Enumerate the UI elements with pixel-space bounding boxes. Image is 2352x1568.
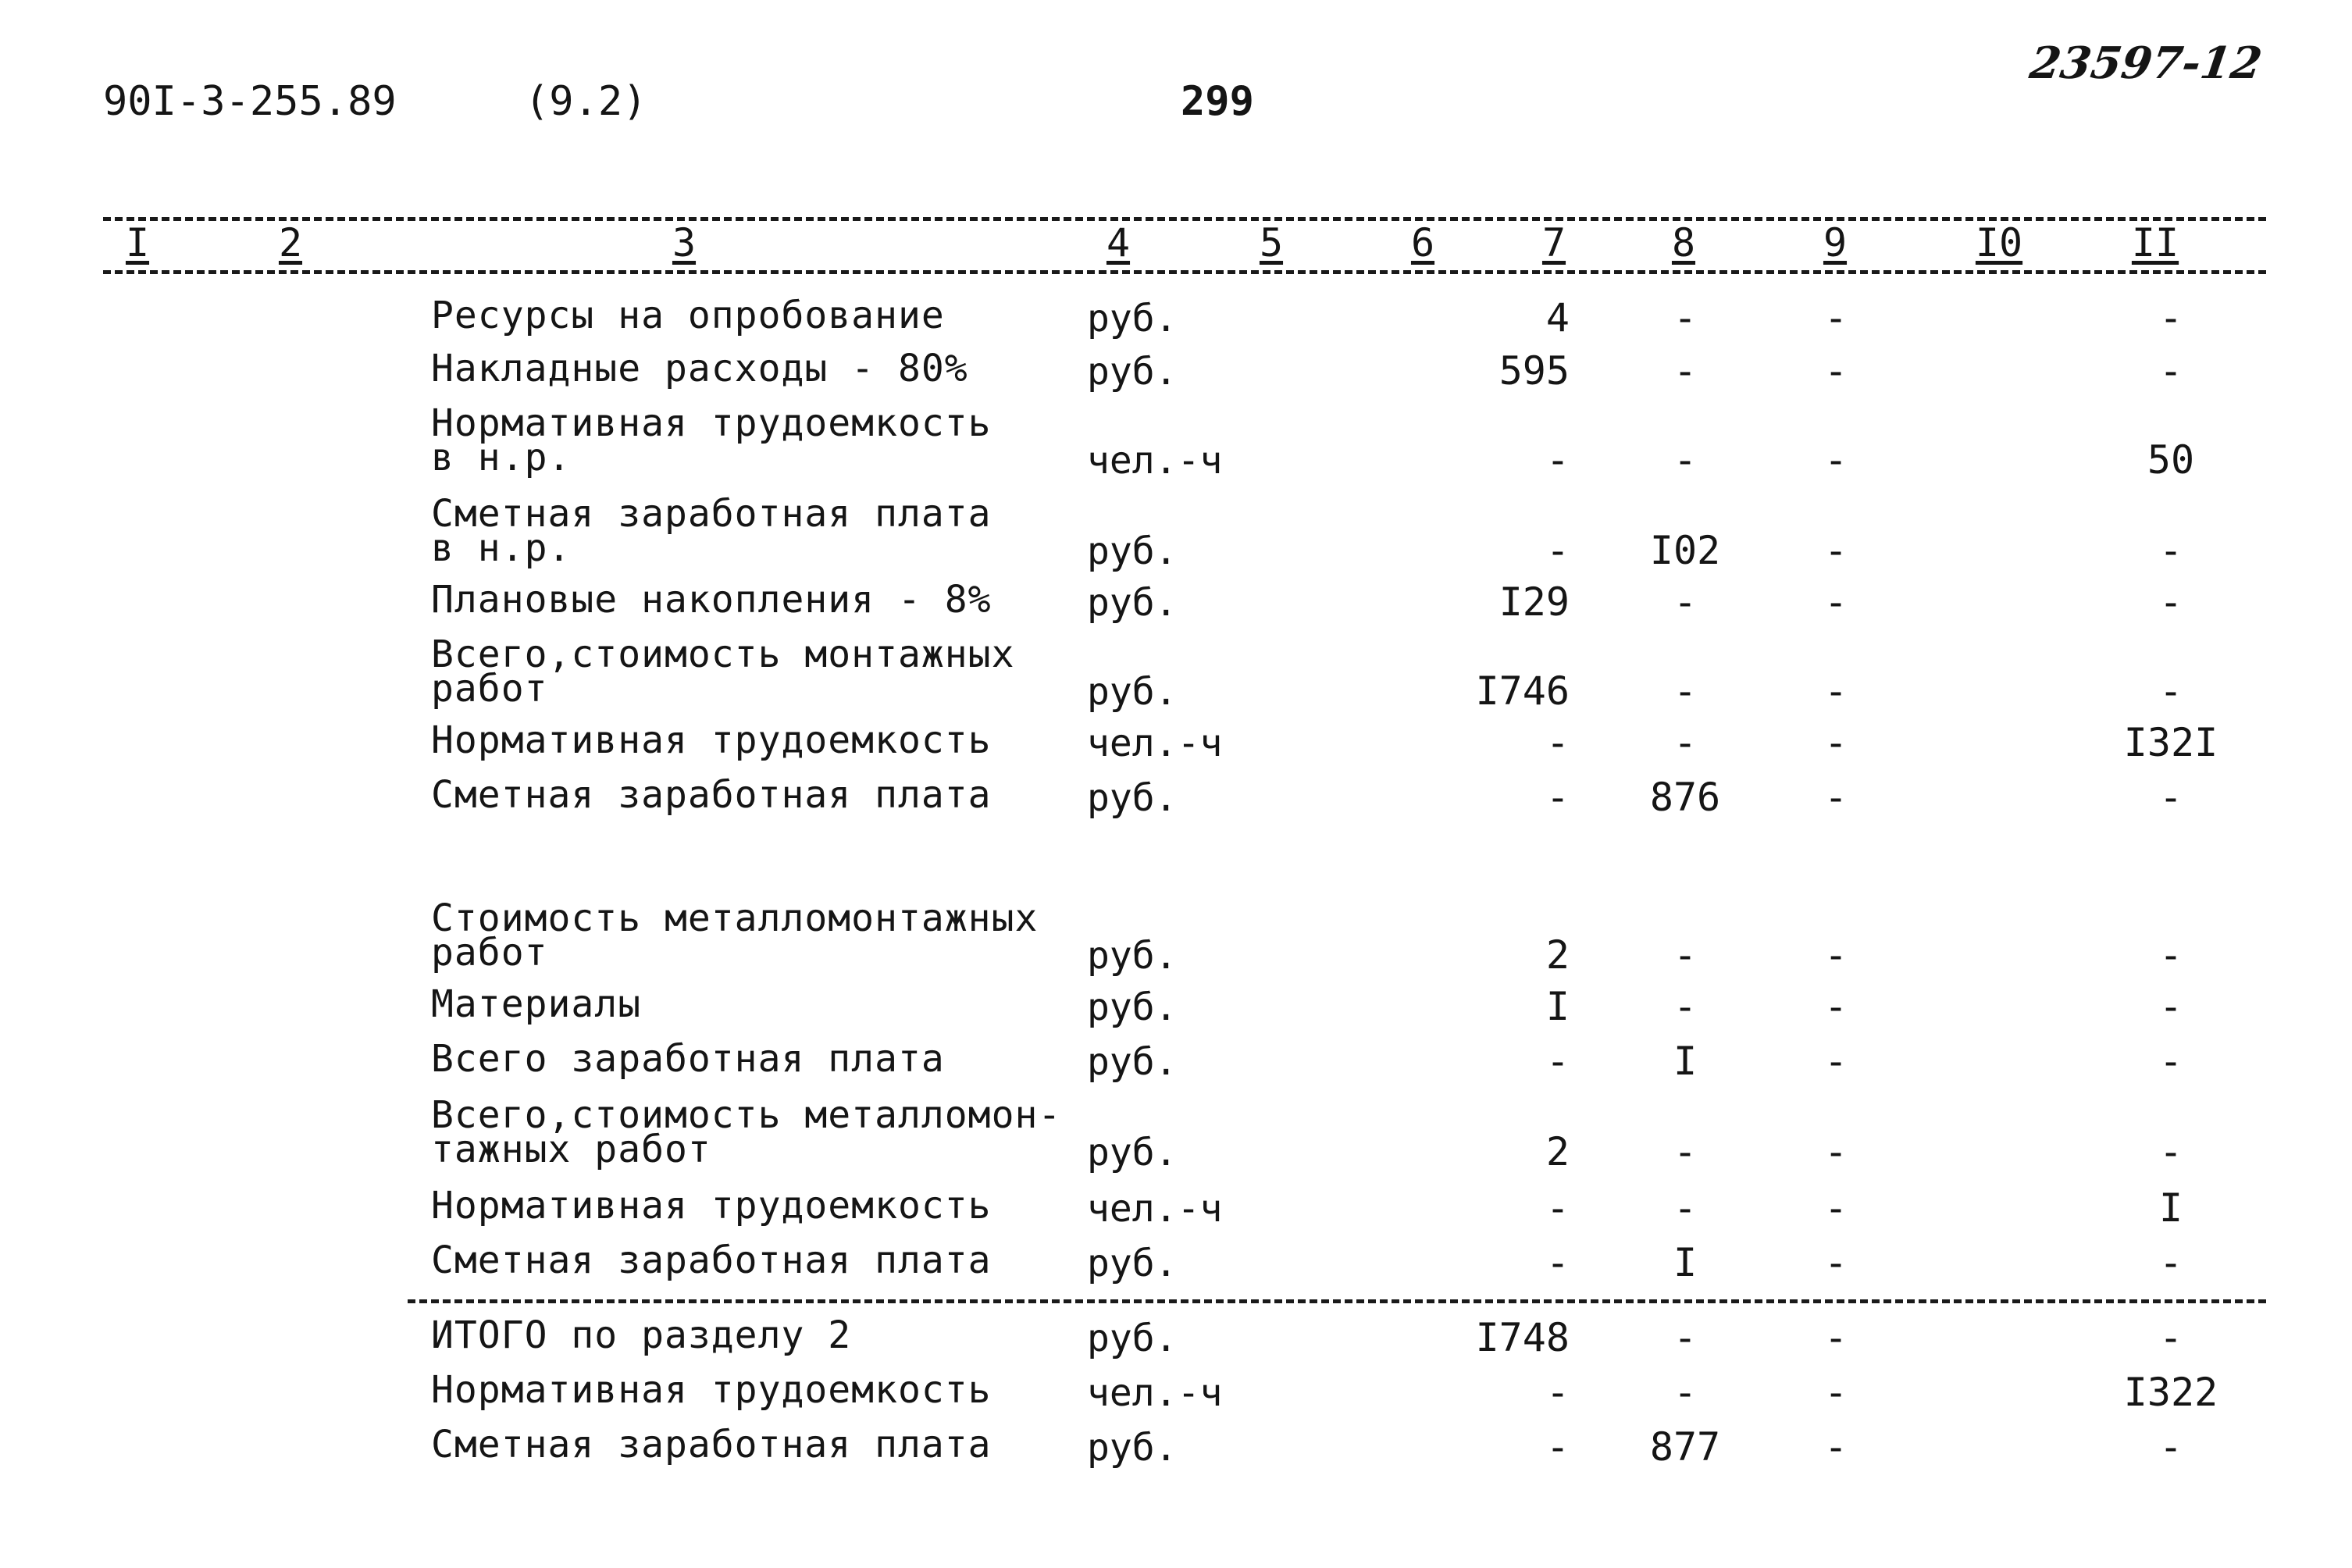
row-unit: чел.-ч — [1087, 439, 1223, 483]
col8-value: - — [1673, 1370, 1698, 1415]
row-label-line: Нормативная трудоемкость — [431, 401, 992, 445]
row-label-line: в н.р. — [431, 526, 572, 570]
col8-value: - — [1673, 437, 1698, 483]
row-label — [431, 401, 992, 479]
col8-value: - — [1673, 579, 1698, 625]
document-code: 90I-3-255.89 — [103, 78, 397, 125]
row-label — [431, 982, 642, 1026]
col9-value: - — [1823, 579, 1848, 625]
column-number: II — [2131, 220, 2179, 265]
col8-value: - — [1673, 932, 1698, 978]
col9-value: - — [1823, 1315, 1848, 1360]
col11-value: I — [2158, 1185, 2183, 1231]
column-number: 9 — [1823, 220, 1848, 265]
row-unit: чел.-ч — [1087, 722, 1223, 765]
col7-value: 2 — [1545, 932, 1570, 978]
col9-value: - — [1823, 775, 1848, 820]
col7-value: I — [1545, 984, 1570, 1029]
col9-value: - — [1823, 437, 1848, 483]
col9-value: - — [1823, 1370, 1848, 1415]
col7-value: - — [1545, 1240, 1570, 1285]
column-number: 4 — [1106, 220, 1131, 265]
col8-value: 877 — [1649, 1424, 1721, 1470]
section-number: (9.2) — [525, 78, 647, 125]
col9-value: - — [1823, 984, 1848, 1029]
row-label-line: Нормативная трудоемкость — [431, 1184, 992, 1228]
row-label-line: Накладные расходы - 80% — [431, 347, 968, 390]
row-label-line: Всего,стоимость металломон- — [431, 1093, 1062, 1137]
row-label-line: Материалы — [431, 982, 642, 1026]
row-unit: руб. — [1087, 297, 1178, 340]
col9-value: - — [1823, 1240, 1848, 1285]
row-unit: руб. — [1087, 1317, 1178, 1360]
row-label — [431, 1238, 992, 1282]
row-unit: руб. — [1087, 529, 1178, 573]
col7-value: - — [1545, 1039, 1570, 1084]
col7-value: - — [1545, 1185, 1570, 1231]
row-label — [431, 1423, 992, 1466]
row-unit: руб. — [1087, 670, 1178, 714]
column-number: 8 — [1671, 220, 1696, 265]
col11-value: - — [2158, 668, 2183, 714]
col8-value: I — [1673, 1039, 1698, 1084]
col8-value: I — [1673, 1240, 1698, 1285]
column-number: 7 — [1541, 220, 1566, 265]
row-label — [431, 294, 945, 337]
row-label — [431, 1037, 945, 1081]
col8-value: - — [1673, 668, 1698, 714]
page-number: 299 — [1181, 78, 1254, 125]
row-label — [431, 347, 968, 390]
col8-value: 876 — [1649, 775, 1721, 820]
row-label-line: тажных работ — [431, 1128, 711, 1171]
col8-value: - — [1673, 1185, 1698, 1231]
row-label-line: Нормативная трудоемкость — [431, 718, 992, 762]
row-label-line: Плановые накопления - 8% — [431, 578, 992, 622]
col9-value: - — [1823, 668, 1848, 714]
col11-value: - — [2158, 528, 2183, 573]
column-number: 2 — [278, 220, 303, 265]
row-label-line: Ресурсы на опробование — [431, 294, 945, 337]
row-unit: руб. — [1087, 985, 1178, 1029]
row-label — [431, 492, 992, 570]
col9-value: - — [1823, 720, 1848, 765]
row-label — [431, 1313, 852, 1357]
row-unit: руб. — [1087, 1131, 1178, 1174]
row-label-line: Сметная заработная плата — [431, 1423, 992, 1466]
row-unit: руб. — [1087, 350, 1178, 394]
row-unit: чел.-ч — [1087, 1187, 1223, 1231]
row-label-line: ИТОГО по разделу 2 — [431, 1313, 852, 1357]
col8-value: - — [1673, 1315, 1698, 1360]
col7-value: - — [1545, 1370, 1570, 1415]
col8-value: - — [1673, 1129, 1698, 1174]
col7-value: 2 — [1545, 1129, 1570, 1174]
col7-value: I748 — [1475, 1315, 1570, 1360]
column-number: I — [125, 220, 150, 265]
col7-value: - — [1545, 775, 1570, 820]
col11-value: - — [2158, 1240, 2183, 1285]
row-label-line: Сметная заработная плата — [431, 1238, 992, 1282]
header-top-rule — [103, 217, 2266, 221]
col9-value: - — [1823, 1185, 1848, 1231]
col7-value: - — [1545, 720, 1570, 765]
col11-value: - — [2158, 348, 2183, 394]
col11-value: - — [2158, 1129, 2183, 1174]
col11-value: 50 — [2147, 437, 2195, 483]
col9-value: - — [1823, 528, 1848, 573]
row-label — [431, 1368, 992, 1412]
row-label — [431, 633, 1015, 711]
col11-value: - — [2158, 1315, 2183, 1360]
column-number: 5 — [1259, 220, 1284, 265]
col7-value: 595 — [1499, 348, 1570, 394]
col8-value: - — [1673, 348, 1698, 394]
col8-value: I02 — [1649, 528, 1721, 573]
col11-value: I32I — [2123, 720, 2218, 765]
column-number: 6 — [1410, 220, 1435, 265]
column-number: 3 — [672, 220, 697, 265]
row-label — [431, 1093, 1062, 1171]
row-unit: руб. — [1087, 776, 1178, 820]
column-number: I0 — [1975, 220, 2023, 265]
row-label-line: Нормативная трудоемкость — [431, 1368, 992, 1412]
col11-value: - — [2158, 295, 2183, 340]
row-unit: чел.-ч — [1087, 1371, 1223, 1415]
row-unit: руб. — [1087, 1426, 1178, 1470]
row-label — [431, 578, 992, 622]
row-label — [431, 896, 1039, 975]
archive-number: 23597-12 — [2026, 37, 2265, 89]
col7-value: I29 — [1499, 579, 1570, 625]
col9-value: - — [1823, 295, 1848, 340]
row-unit: руб. — [1087, 1242, 1178, 1285]
row-label-line: работ — [431, 931, 548, 975]
col9-value: - — [1823, 932, 1848, 978]
subtotal-rule — [408, 1299, 2266, 1303]
col8-value: - — [1673, 720, 1698, 765]
row-label-line: работ — [431, 667, 548, 711]
row-label-line: Стоимость металломонтажных — [431, 896, 1039, 940]
row-label-line: Всего заработная плата — [431, 1037, 945, 1081]
row-label — [431, 773, 992, 817]
col11-value: - — [2158, 775, 2183, 820]
row-label — [431, 1184, 992, 1228]
col11-value: - — [2158, 579, 2183, 625]
col11-value: - — [2158, 1039, 2183, 1084]
row-label-line: Сметная заработная плата — [431, 492, 992, 536]
col9-value: - — [1823, 1039, 1848, 1084]
row-unit: руб. — [1087, 581, 1178, 625]
row-label — [431, 718, 992, 762]
col11-value: - — [2158, 1424, 2183, 1470]
row-label-line: в н.р. — [431, 436, 572, 479]
col7-value: I746 — [1475, 668, 1570, 714]
col11-value: - — [2158, 932, 2183, 978]
col7-value: - — [1545, 1424, 1570, 1470]
col8-value: - — [1673, 984, 1698, 1029]
row-unit: руб. — [1087, 1040, 1178, 1084]
row-unit: руб. — [1087, 934, 1178, 978]
col9-value: - — [1823, 348, 1848, 394]
row-label-line: Всего,стоимость монтажных — [431, 633, 1015, 676]
col8-value: - — [1673, 295, 1698, 340]
col7-value: 4 — [1545, 295, 1570, 340]
header-bottom-rule — [103, 270, 2266, 274]
col7-value: - — [1545, 528, 1570, 573]
col11-value: I322 — [2123, 1370, 2218, 1415]
col9-value: - — [1823, 1424, 1848, 1470]
col11-value: - — [2158, 984, 2183, 1029]
col7-value: - — [1545, 437, 1570, 483]
row-label-line: Сметная заработная плата — [431, 773, 992, 817]
col9-value: - — [1823, 1129, 1848, 1174]
